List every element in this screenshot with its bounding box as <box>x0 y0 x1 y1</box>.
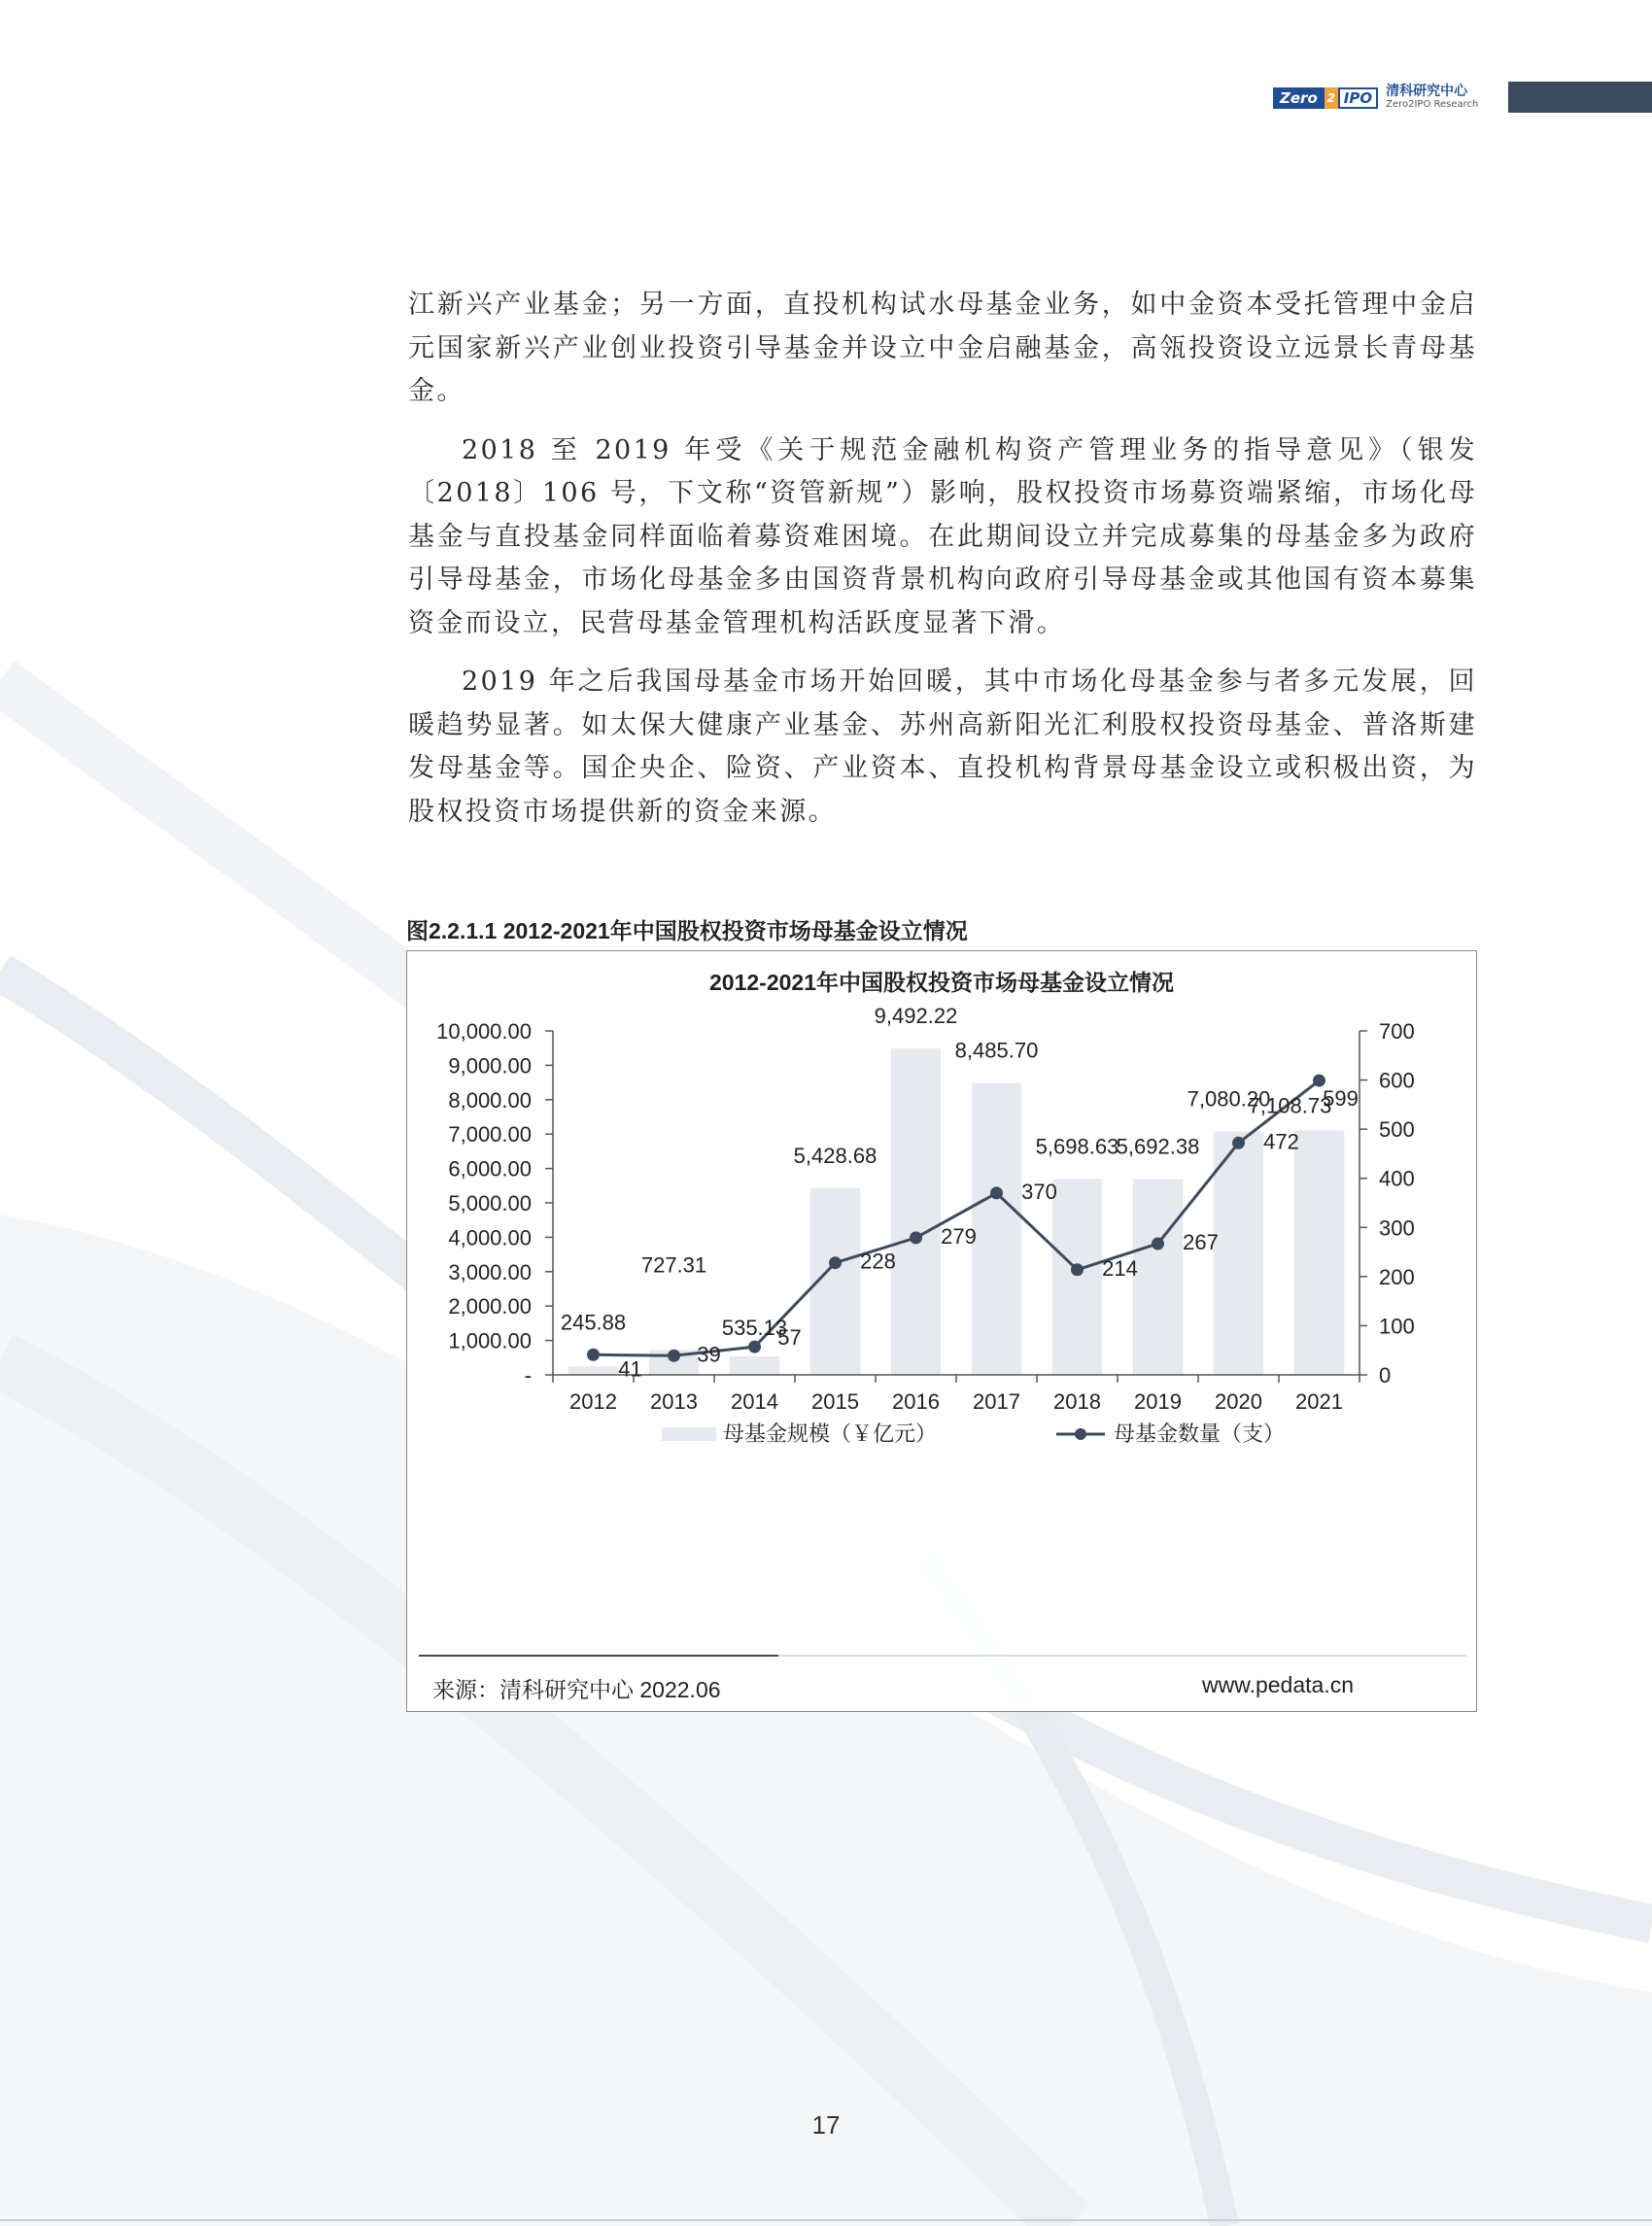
left-tick-label: 1,000.00 <box>448 1328 532 1353</box>
x-tick-label: 2018 <box>1053 1389 1101 1414</box>
bar-2019 <box>1133 1179 1183 1375</box>
count-value-label: 41 <box>618 1356 642 1382</box>
source-divider-accent <box>419 1655 778 1657</box>
left-tick-label: 9,000.00 <box>448 1053 532 1079</box>
right-tick-label: 0 <box>1379 1363 1392 1387</box>
count-value-label: 370 <box>1021 1179 1057 1204</box>
count-point-2020 <box>1232 1137 1245 1149</box>
left-tick-label: 3,000.00 <box>448 1259 532 1284</box>
left-tick-label: 2,000.00 <box>448 1294 532 1319</box>
page-number: 17 <box>811 2110 841 2140</box>
count-point-2015 <box>829 1256 842 1269</box>
x-tick-label: 2015 <box>811 1389 859 1414</box>
paragraph-1: 江新兴产业基金；另一方面，直投机构试水母基金业务，如中金资本受托管理中金启元国家新兴产业创业投资引导基金并设立中金启融基金，高瓴投资设立远景长青母基金。 <box>408 290 1477 406</box>
bar-2017 <box>972 1083 1021 1375</box>
x-tick-label: 2021 <box>1295 1389 1343 1414</box>
bottom-rule <box>0 2219 1652 2221</box>
count-point-2021 <box>1313 1075 1325 1087</box>
legend-label-bars: 母基金规模（￥亿元） <box>723 1421 938 1446</box>
bar-2021 <box>1294 1130 1344 1375</box>
figure-caption: 图2.2.1.1 2012-2021年中国股权投资市场母基金设立情况 <box>406 918 968 943</box>
left-tick-label: - <box>524 1363 532 1387</box>
left-tick-label: 4,000.00 <box>448 1225 532 1250</box>
count-value-label: 267 <box>1183 1229 1219 1254</box>
bar-value-label: 9,492.22 <box>874 1003 958 1028</box>
x-tick-label: 2020 <box>1215 1389 1262 1414</box>
count-point-2017 <box>990 1186 1003 1199</box>
left-tick-label: 7,000.00 <box>448 1122 532 1147</box>
count-point-2014 <box>748 1341 761 1353</box>
bar-value-label: 5,692.38 <box>1116 1134 1200 1159</box>
count-value-label: 214 <box>1102 1255 1138 1281</box>
legend-swatch-bars <box>662 1427 716 1441</box>
x-tick-label: 2017 <box>973 1389 1020 1414</box>
source-note: 来源：清科研究中心 2022.06 <box>432 1677 721 1702</box>
x-tick-label: 2016 <box>892 1389 940 1414</box>
right-tick-label: 100 <box>1379 1314 1415 1339</box>
body-text <box>408 284 1477 849</box>
chart-frame <box>406 950 1477 1712</box>
count-value-label: 39 <box>697 1342 721 1367</box>
x-tick-label: 2012 <box>569 1389 617 1414</box>
logo-2: 2 <box>1325 87 1338 109</box>
bar-2014 <box>730 1356 779 1375</box>
x-tick-label: 2019 <box>1134 1389 1182 1414</box>
bar-value-label: 727.31 <box>640 1252 707 1278</box>
bar-value-label: 8,485.70 <box>954 1038 1039 1063</box>
bar-value-label: 5,698.63 <box>1035 1134 1119 1159</box>
bar-2018 <box>1052 1179 1102 1375</box>
right-tick-label: 300 <box>1379 1216 1415 1241</box>
count-point-2018 <box>1071 1263 1084 1276</box>
left-tick-label: 5,000.00 <box>448 1191 532 1216</box>
left-tick-label: 8,000.00 <box>448 1087 532 1113</box>
count-point-2012 <box>587 1349 600 1361</box>
legend-label-count: 母基金数量（支） <box>1114 1421 1286 1446</box>
right-tick-label: 600 <box>1379 1068 1415 1093</box>
logo-zero: Zero <box>1273 87 1325 109</box>
source-website: www.pedata.cn <box>1202 1672 1354 1697</box>
right-tick-label: 700 <box>1379 1019 1415 1044</box>
combo-chart <box>407 951 1476 1711</box>
count-series-line <box>594 1080 1320 1355</box>
count-value-label: 228 <box>860 1249 896 1274</box>
right-tick-label: 500 <box>1379 1117 1415 1143</box>
count-point-2016 <box>910 1231 922 1244</box>
left-tick-label: 6,000.00 <box>448 1156 532 1181</box>
bar-value-label: 5,428.68 <box>793 1143 878 1168</box>
bar-2012 <box>568 1366 618 1375</box>
bar-value-label: 7,108.73 <box>1248 1093 1332 1118</box>
bar-value-label: 535.13 <box>721 1316 788 1341</box>
count-value-label: 599 <box>1323 1086 1359 1112</box>
x-tick-label: 2014 <box>731 1389 778 1414</box>
right-tick-label: 200 <box>1379 1264 1415 1289</box>
paragraph-3: 2019 年之后我国母基金市场开始回暖，其中市场化母基金参与者多元发展，回暖趋势显著。如太保大健康产业基金、苏州高新阳光汇利股权投资母基金、普洛斯建发母基金等。国企央企、险资、产业资本、直投机构背景母基金设立或积极出资，为股权投资市场提供新的资金来源。 <box>408 667 1477 827</box>
bar-2016 <box>891 1048 941 1375</box>
chart-title: 2012-2021年中国股权投资市场母基金设立情况 <box>709 970 1174 995</box>
header-accent-bar <box>1508 82 1652 113</box>
count-point-2019 <box>1152 1237 1164 1250</box>
logo-ipo: IPO <box>1338 87 1378 109</box>
bar-2020 <box>1214 1131 1263 1375</box>
left-tick-label: 10,000.00 <box>436 1019 532 1044</box>
zero2ipo-logo <box>1273 84 1478 113</box>
bar-value-label: 7,080.20 <box>1187 1086 1271 1112</box>
legend-marker-count <box>1075 1428 1086 1440</box>
count-point-2013 <box>668 1350 680 1362</box>
logo-en-text: Zero2IPO Research <box>1386 99 1479 110</box>
logo-cn-text: 清科研究中心 <box>1386 84 1468 99</box>
count-value-label: 472 <box>1263 1129 1299 1154</box>
paragraph-2: 2018 至 2019 年受《关于规范金融机构资产管理业务的指导意见》（银发〔2018〕106 号，下文称“资管新规”）影响，股权投资市场募资端紧缩，市场化母基金与直投基金同样面临着募资难困境。在此期间设立并完成募集的母基金多为政府引导母基金，市场化母基金多由国资背景机构向政府引导母基金或其他国有资本募集资金而设立，民营母基金管理机构活跃度显著下滑。 <box>408 434 1477 638</box>
count-value-label: 279 <box>941 1223 977 1249</box>
bar-value-label: 245.88 <box>560 1310 627 1335</box>
x-tick-label: 2013 <box>650 1389 698 1414</box>
count-value-label: 57 <box>777 1325 802 1351</box>
right-tick-label: 400 <box>1379 1166 1415 1191</box>
